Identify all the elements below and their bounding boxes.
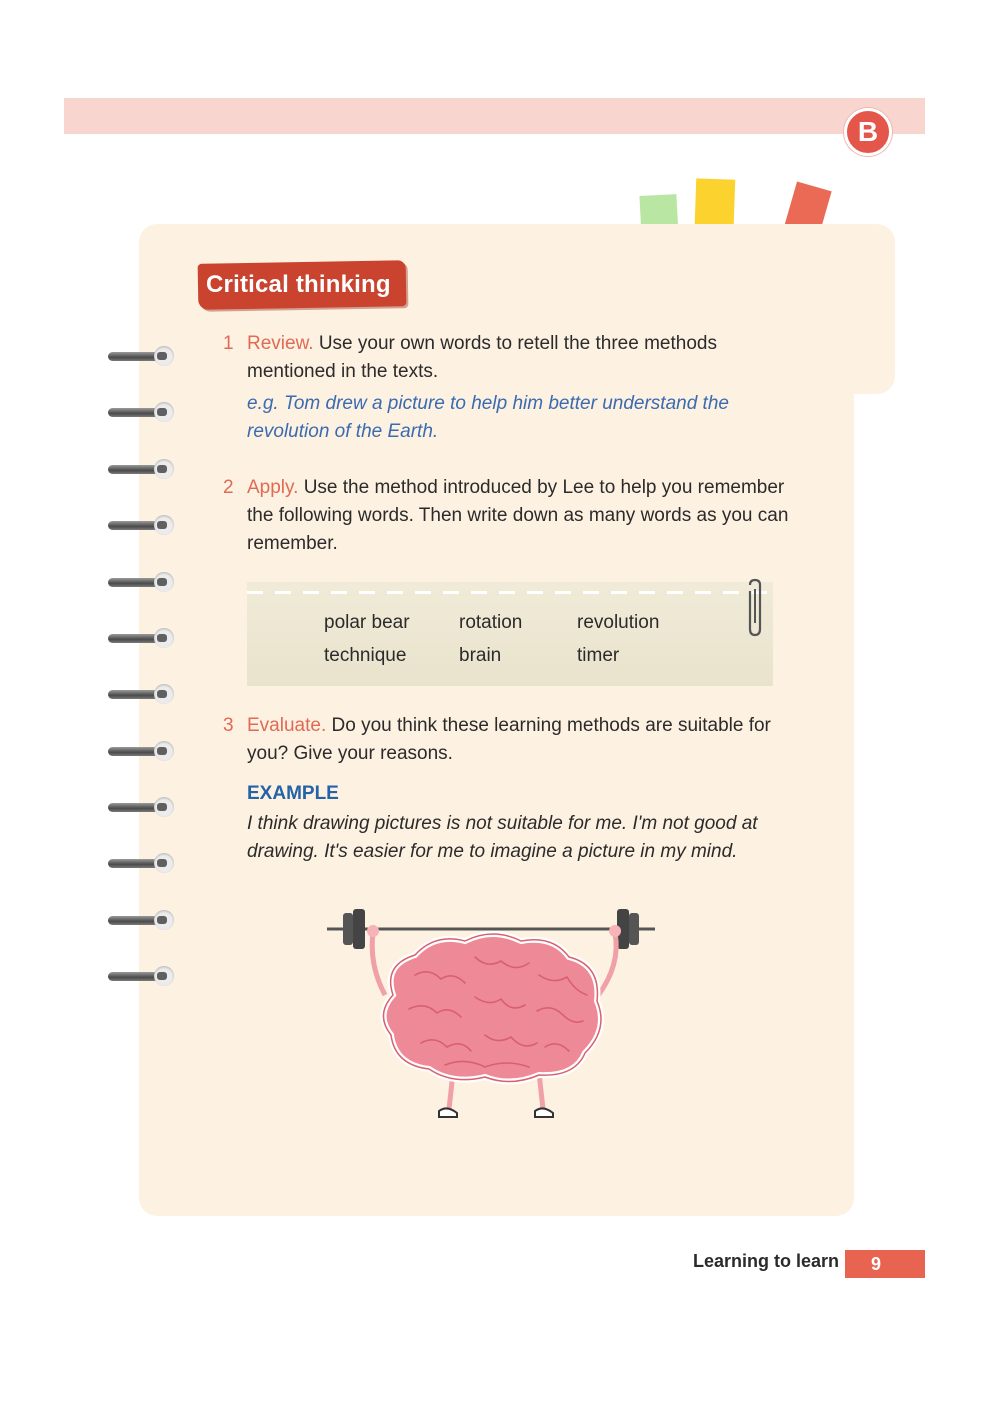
question-1-example: e.g. Tom drew a picture to help him better understand the revolution of the Earth.	[247, 393, 729, 442]
question-label: Apply.	[247, 477, 299, 498]
spiral-ring-icon	[108, 345, 172, 367]
question-number: 3	[223, 715, 234, 736]
word-item: timer	[577, 645, 620, 666]
question-text: Use your own words to retell the three methods mentioned in the texts.	[247, 333, 717, 382]
spiral-ring-icon	[108, 627, 172, 649]
dashed-tear-line	[247, 591, 773, 594]
spiral-ring-icon	[108, 683, 172, 705]
word-item: revolution	[577, 612, 660, 633]
spiral-ring-icon	[108, 965, 172, 987]
question-1	[247, 330, 787, 386]
spiral-ring-icon	[108, 458, 172, 480]
question-label: Review.	[247, 333, 314, 354]
paper-clip-icon	[742, 577, 768, 639]
example-heading: EXAMPLE	[247, 783, 339, 804]
question-3	[247, 712, 787, 768]
section-title: Critical thinking	[206, 271, 391, 298]
spiral-ring-icon	[108, 796, 172, 818]
word-list-box	[247, 582, 773, 686]
spiral-ring-icon	[108, 909, 172, 931]
spiral-ring-icon	[108, 401, 172, 423]
spiral-ring-icon	[108, 571, 172, 593]
footer-unit-label: Learning to learn	[693, 1251, 840, 1271]
question-number: 2	[223, 477, 234, 498]
spiral-ring-icon	[108, 514, 172, 536]
question-text: Do you think these learning methods are suitable for you? Give your reasons.	[247, 715, 771, 764]
spiral-ring-icon	[108, 852, 172, 874]
question-number: 1	[223, 333, 234, 354]
top-header-band	[64, 98, 925, 134]
word-item: polar bear	[324, 612, 410, 633]
spiral-ring-icon	[108, 740, 172, 762]
question-2	[247, 474, 792, 558]
section-badge: B	[844, 108, 892, 156]
word-item: rotation	[459, 612, 523, 633]
question-label: Evaluate.	[247, 715, 327, 736]
page-number: 9	[870, 1254, 881, 1274]
question-text: Use the method introduced by Lee to help you remember the following words. Then write down as many words as you can remember.	[247, 477, 789, 554]
word-item: technique	[324, 645, 407, 666]
word-item: brain	[459, 645, 502, 666]
example-text: I think drawing pictures is not suitable for me. I'm not good at drawing. It's easier for me to imagine a picture in my mind.	[247, 813, 758, 862]
weightlifting-brain-illustration	[325, 905, 660, 1125]
